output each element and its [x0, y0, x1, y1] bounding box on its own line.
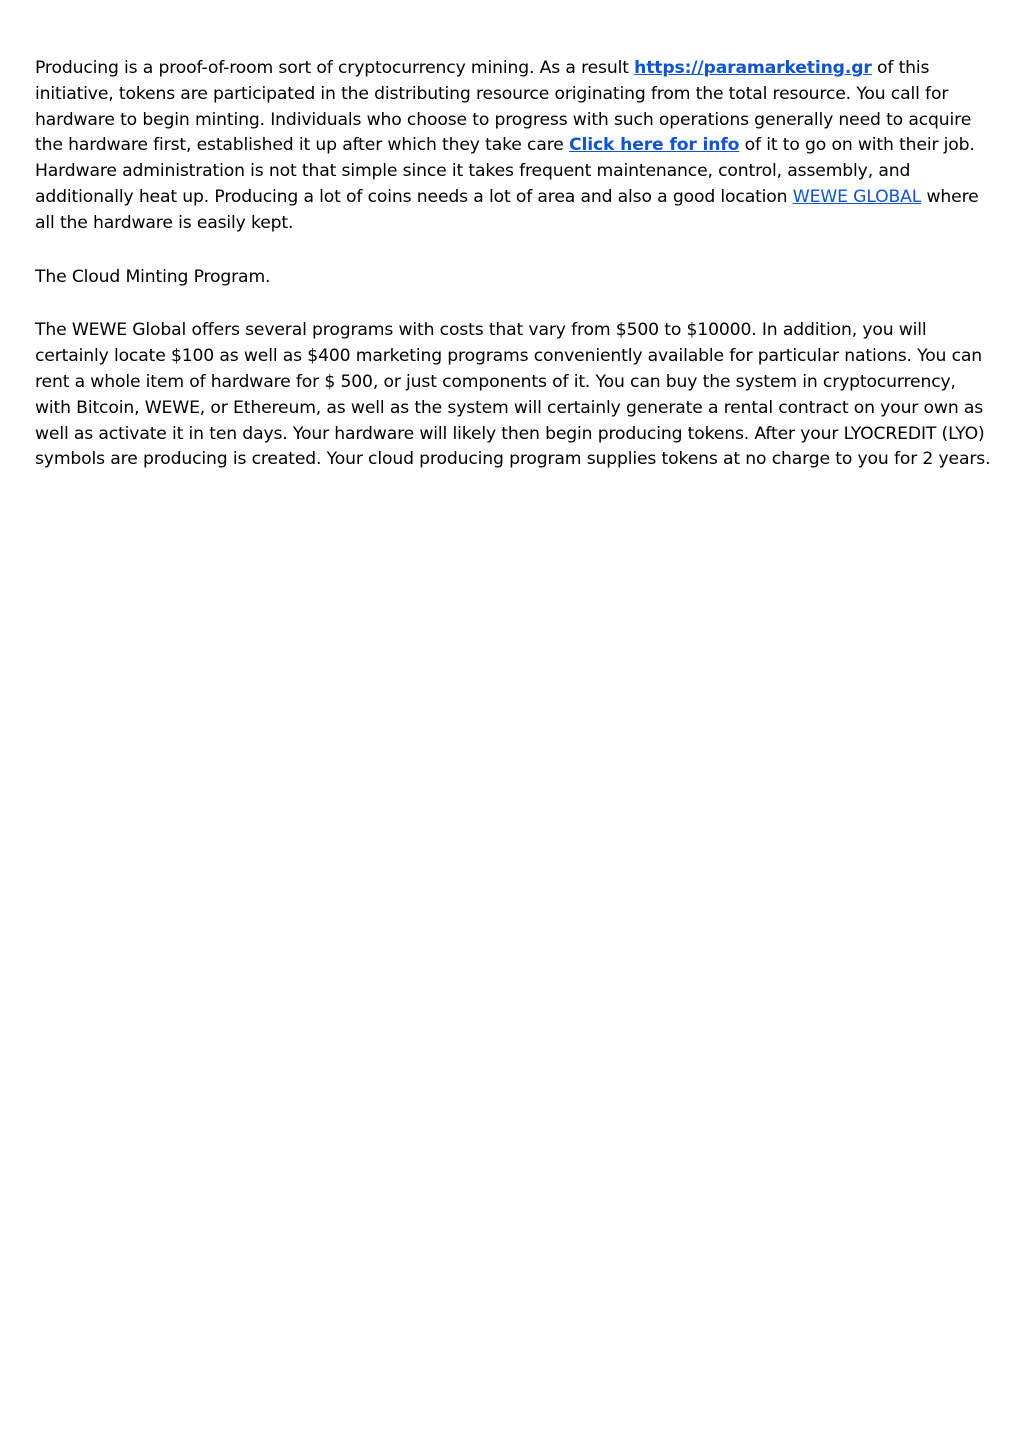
section-heading: The Cloud Minting Program.: [35, 266, 271, 287]
paragraph-intro-text-2: of this initiative, tokens are participated in the distributing resource originating from the total resource. You call for hardware to begin minting. Individuals who choose to progress with such operations generally need to acquire the hardware first, established it up after which they take care: [35, 58, 972, 156]
paragraph-intro-text-4: where all the hardware is easily kept.: [35, 186, 979, 233]
document-page: [35, 56, 995, 501]
click-here-for-info-link[interactable]: Click here for info: [569, 135, 740, 156]
paragraph-intro: [35, 56, 995, 237]
paragraph-intro-text-3: of it to go on with their job. Hardware administration is not that simple since it takes frequent maintenance, control, assembly, and additionally heat up. Producing a lot of coins needs a lot of area and also a good location: [35, 135, 975, 207]
paragraph-programs: The WEWE Global offers several programs with costs that vary from $500 to $10000. In addition, you will certainly locate $100 as well as $400 marketing programs conveniently available for particular nations. You can rent a whole item of hardware for $ 500, or just components of it. You can buy the system in cryptocurrency, with Bitcoin, WEWE, or Ethereum, as well as the system will certainly generate a rental contract on your own as well as activate it in ten days. Your hardware will likely then begin producing tokens. After your LYOCREDIT (LYO) symbols are producing is created. Your cloud producing program supplies tokens at no charge to you for 2 years.: [35, 320, 991, 470]
paramarketing-link[interactable]: https://paramarketing.gr: [634, 58, 872, 78]
paragraph-intro-text-1: Producing is a proof-of-room sort of cryptocurrency mining. As a result: [35, 58, 635, 78]
wewe-global-link[interactable]: WEWE GLOBAL: [792, 186, 922, 207]
